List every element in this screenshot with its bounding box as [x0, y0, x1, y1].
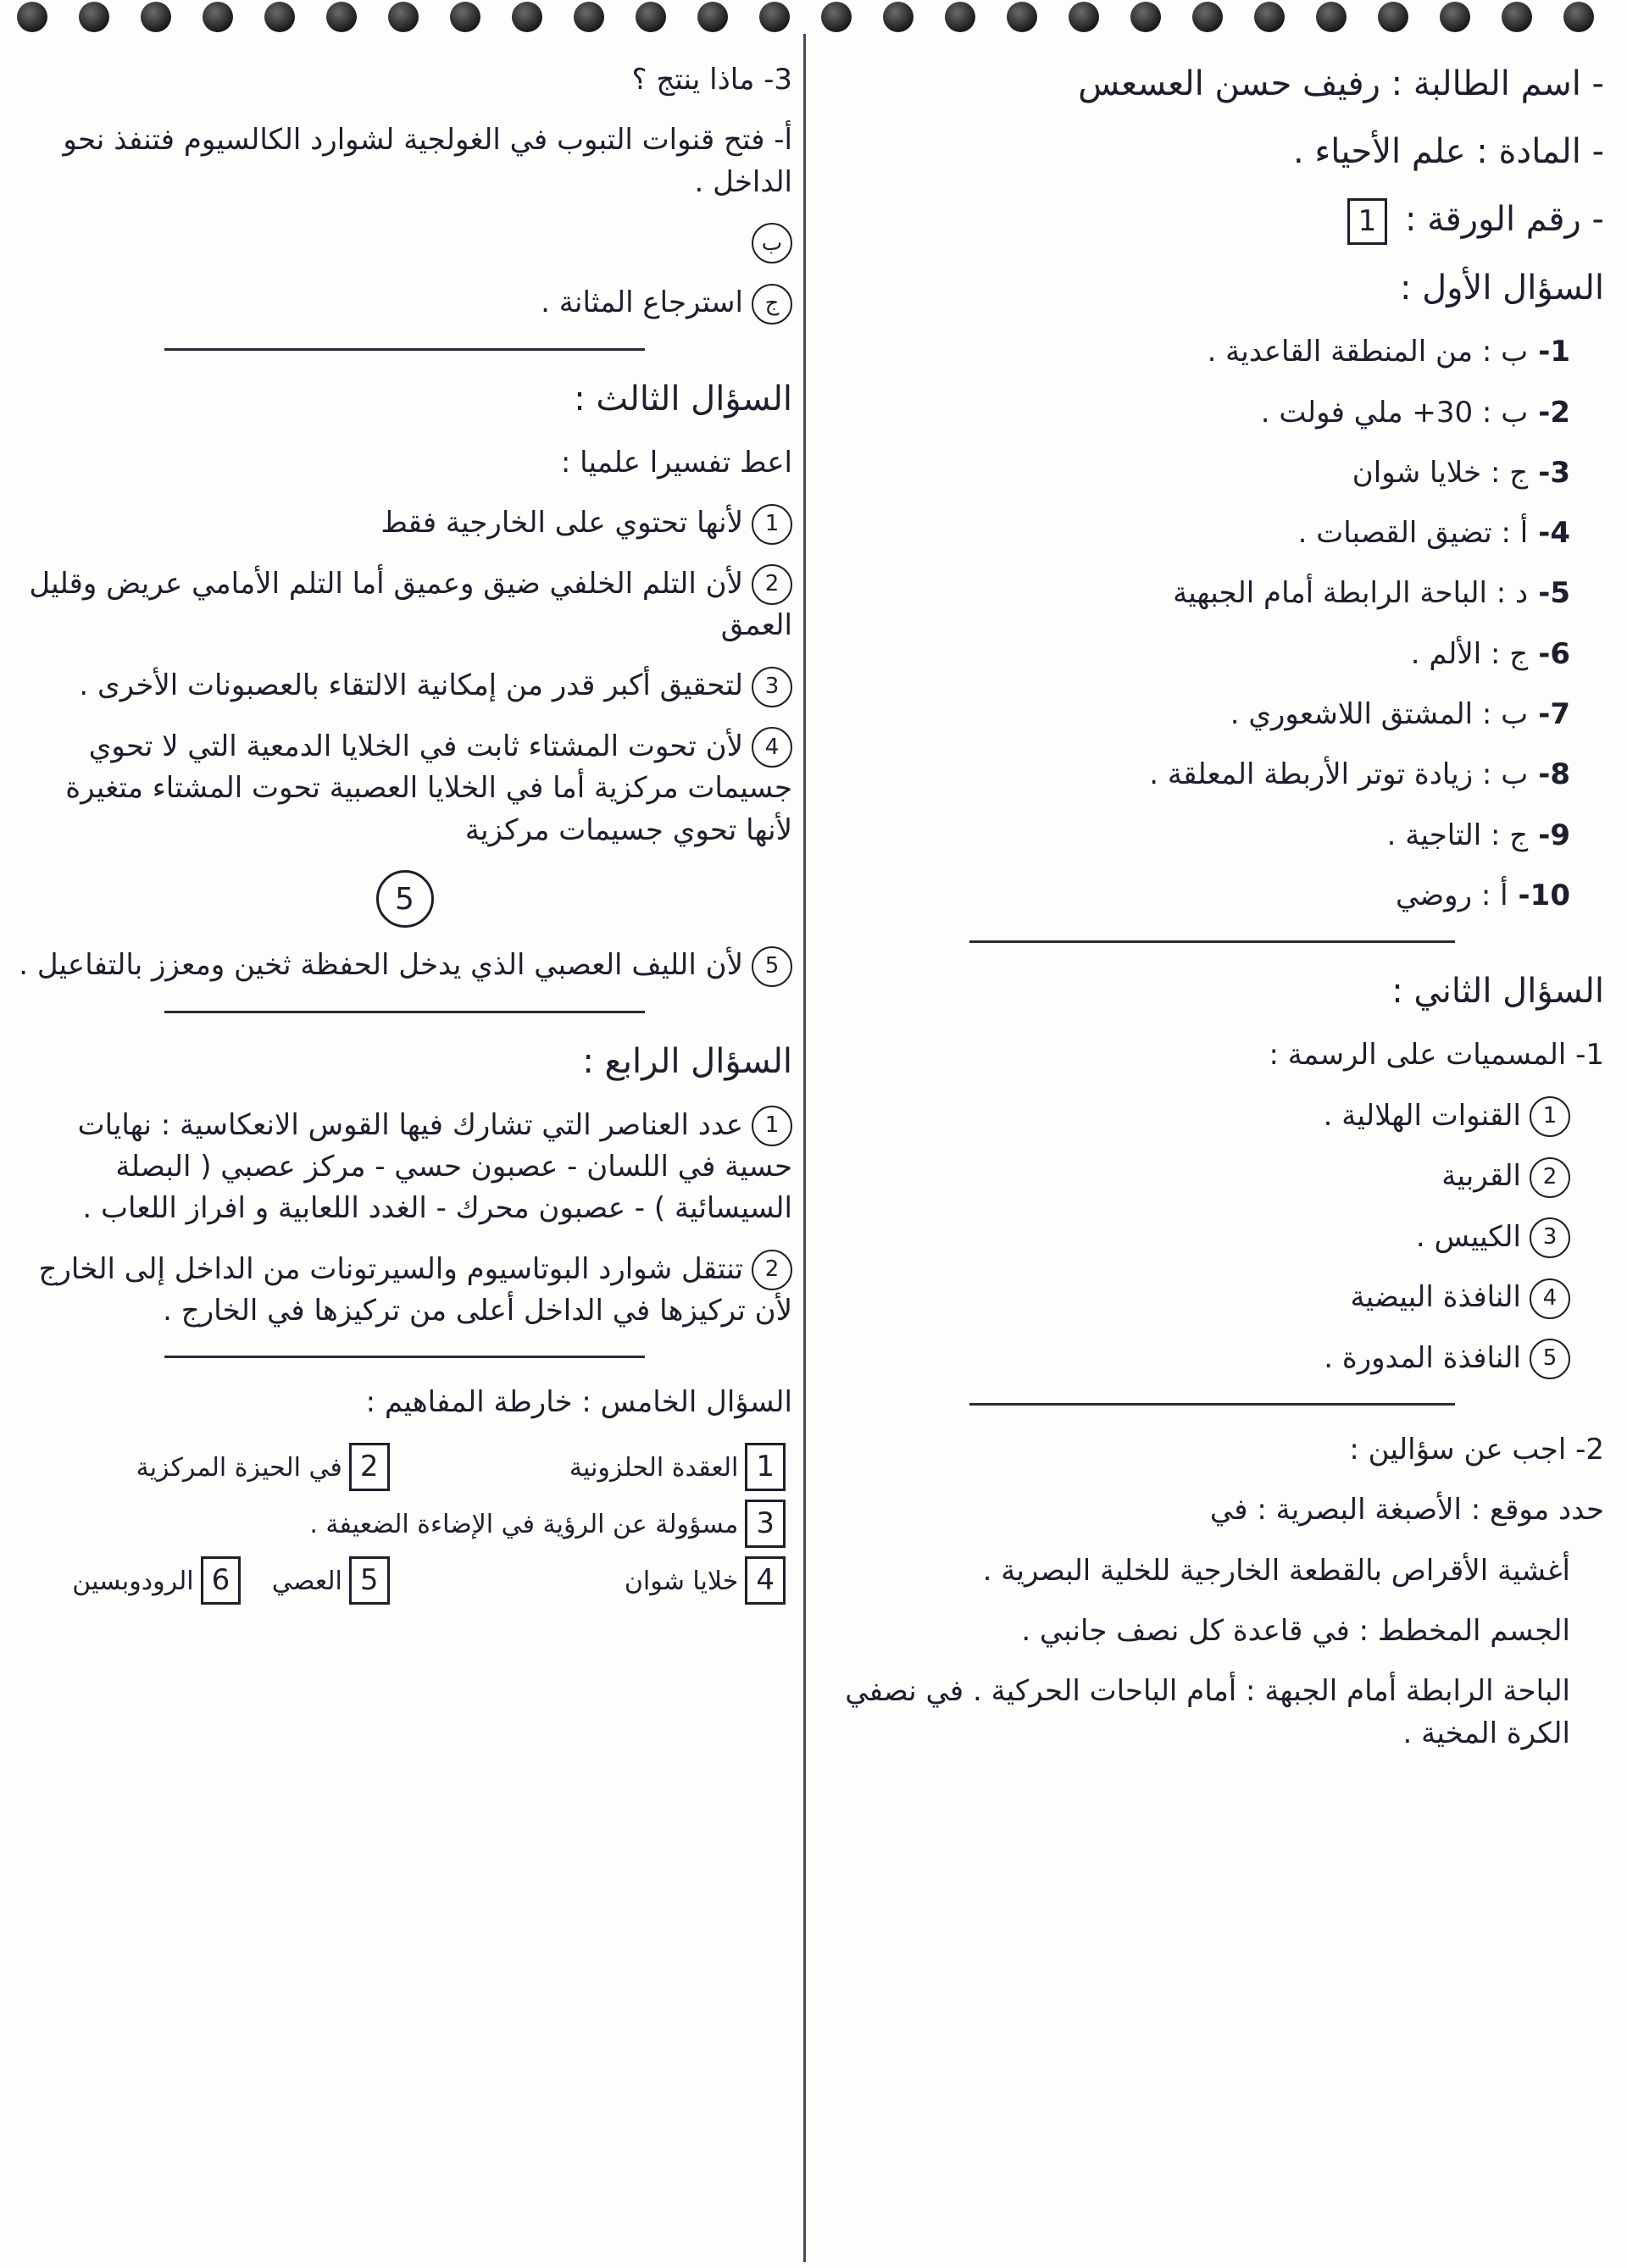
binding-ring [203, 2, 233, 32]
student-name: - اسم الطالبة : رفيف حسن العسعس [1078, 64, 1604, 103]
q2-label: 2القربية [820, 1156, 1604, 1198]
concept-map-cell: 1العقدة الحلزونية [414, 1443, 793, 1491]
binding-ring [759, 2, 790, 32]
binding-ring [79, 2, 109, 32]
binding-ring [1378, 2, 1408, 32]
binding-ring [1192, 2, 1223, 32]
q2-c-text: الباحة الرابطة أمام الجبهة : أمام الباحات الحركية . في نصفي الكرة المخية . [845, 1674, 1570, 1750]
binding-ring [636, 2, 666, 32]
q2-part1: 1- المسميات على الرسمة : [1269, 1038, 1604, 1073]
q1-answer: 2-ب : 30+ ملي فولت . [1260, 395, 1570, 430]
q3-item: 3لتحقيق أكبر قدر من إمكانية الالتقاء بالعصبونات الأخرى . [17, 665, 792, 707]
binding-ring [141, 2, 171, 32]
binding-ring [1069, 2, 1099, 32]
column-divider [803, 34, 806, 2262]
binding-ring [1563, 2, 1594, 32]
q2-label: 3الكييس . [820, 1217, 1604, 1259]
q2-a-text: أغشية الأقراص بالقطعة الخارجية للخلية البصرية . [982, 1553, 1570, 1588]
section-rule [969, 1403, 1456, 1406]
q2-b-text: الجسم المخطط : في قاعدة كل نصف جانبي . [1021, 1613, 1570, 1648]
concept-map-cell: 2في الحيزة المركزية [17, 1443, 397, 1491]
q1-answer: 1-ب : من المنطقة القاعدية . [1207, 335, 1570, 369]
subject: - المادة : علم الأحياء . [1292, 132, 1604, 171]
q1-answer: 5-د : الباحة الرابطة أمام الجبهية [1173, 576, 1570, 611]
concept-map-cell: 4خلايا شوان [414, 1556, 793, 1605]
q1-answer: 4-أ : تضيق القصبات . [1297, 516, 1570, 551]
page-number-mark: 5 [17, 870, 792, 928]
sheet-number: 1 [1347, 198, 1388, 245]
binding-ring [17, 2, 47, 32]
q1-answer: 9-ج : التاجية . [1386, 818, 1570, 852]
q3-b-row: ب [17, 222, 792, 264]
left-column [17, 59, 792, 1605]
binding-ring [574, 2, 604, 32]
q2-label: 5النافذة المدورة . [820, 1338, 1604, 1380]
right-column [820, 59, 1604, 1773]
q3-item: 4لأن تحوت المشتاء ثابت في الخلايا الدمعية التي لا تحوي جسيمات مركزية أما في الخلايا العصبية تحوت المشتاء متغيرة لأنها تحوي جسيمات مركزية [17, 726, 792, 851]
concept-map-cell: 3مسؤولة عن الرؤية في الإضاءة الضعيفة . [17, 1500, 792, 1548]
section-rule [164, 1011, 645, 1013]
q1-answers [820, 331, 1604, 917]
binding-ring [945, 2, 975, 32]
q2-title: السؤال الثاني : [1391, 972, 1604, 1012]
q1-title: السؤال الأول : [1399, 269, 1604, 308]
binding-ring [1007, 2, 1037, 32]
binding-ring [264, 2, 295, 32]
binding-ring [1440, 2, 1470, 32]
q1-answer: 6-ج : الألم . [1410, 636, 1570, 671]
spiral-binding [0, 0, 1627, 37]
sheet-label: - رقم الورقة : [1405, 200, 1604, 239]
sheet-number-row [820, 195, 1604, 245]
binding-ring [1130, 2, 1161, 32]
binding-ring [326, 2, 357, 32]
q3-what-happens: 3- ماذا ينتج ؟ [631, 63, 792, 97]
q2-label: 1القنوات الهلالية . [820, 1095, 1604, 1138]
binding-ring [450, 2, 480, 32]
binding-ring [1316, 2, 1347, 32]
binding-ring [1502, 2, 1532, 32]
q2-part2: 2- اجب عن سؤالين : [1349, 1433, 1604, 1467]
binding-ring [388, 2, 419, 32]
q3-item: 5لأن الليف العصبي الذي يدخل الحفظة ثخين ومعزز بالتفاعيل . [17, 945, 792, 987]
q1-answer: 3-ج : خلايا شوان [1352, 455, 1570, 490]
q3-item: 1لأنها تحتوي على الخارجية فقط [17, 502, 792, 545]
q2-a-intro: حدد موقع : الأصبغة البصرية : في [1209, 1493, 1604, 1528]
q3-title: السؤال الثالث : [574, 379, 792, 419]
binding-ring [883, 2, 913, 32]
q1-answer: 8-ب : زيادة توتر الأربطة المعلقة . [1149, 757, 1570, 792]
section-rule [164, 348, 645, 351]
q3-a-text: أ- فتح قنوات التبوب في الغولجية لشوارد الكالسيوم فتنفذ نحو الداخل . [63, 123, 792, 199]
binding-ring [697, 2, 728, 32]
q5-title: السؤال الخامس : خارطة المفاهيم : [365, 1385, 792, 1420]
section-rule [969, 940, 1456, 943]
q3-subtitle: اعط تفسيرا علميا : [560, 445, 792, 480]
q3-item: 2لأن التلم الخلفي ضيق وعميق أما التلم الأمامي عريض وقليل العمق [17, 563, 792, 647]
q4-item: 1عدد العناصر التي تشارك فيها القوس الانعكاسية : نهايات حسية في اللسان - عصبون حسي - مركز عصبي ( البصلة السيسائية ) - عصبون محرك - الغدد اللعابية و افراز اللعاب . [17, 1105, 792, 1230]
section-rule [164, 1356, 645, 1358]
q4-title: السؤال الرابع : [582, 1041, 792, 1081]
binding-ring [512, 2, 542, 32]
concept-map-answers [17, 1443, 792, 1605]
q2-label: 4النافذة البيضية [820, 1277, 1604, 1319]
q1-answer: 7-ب : المشتق اللاشعوري . [1230, 697, 1570, 732]
q4-item: 2تنتقل شوارد البوتاسيوم والسيرتونات من الداخل إلى الخارج لأن تركيزها في الداخل أعلى من تركيزها في الخارج . [17, 1249, 792, 1333]
concept-map-cell: 5العصي 6الرودوبسين [17, 1556, 397, 1605]
q1-answer: 10-أ : روضي [1395, 878, 1570, 912]
binding-ring [821, 2, 852, 32]
q3-c-row: جاسترجاع المثانة . [17, 282, 792, 324]
binding-ring [1254, 2, 1285, 32]
